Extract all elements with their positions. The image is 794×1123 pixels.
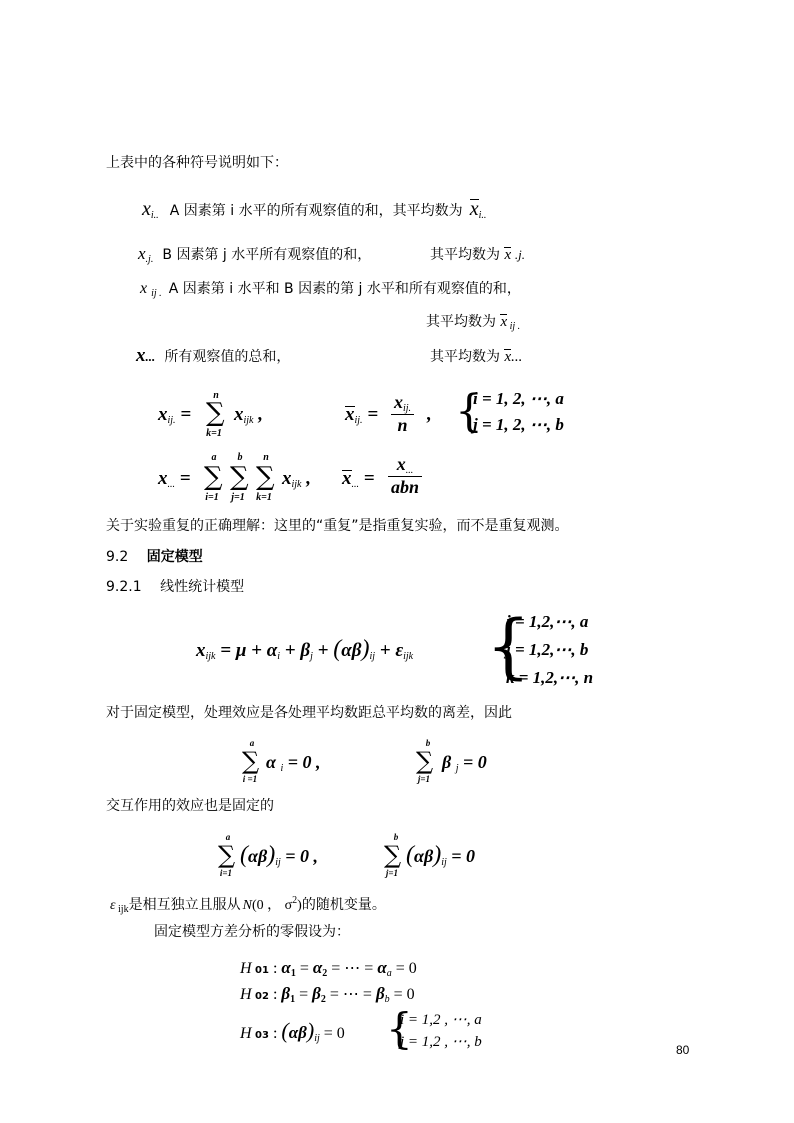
def-xij-text: A 因素第 i 水平和 B 因素的第 j 水平和所有观察值的和， (168, 281, 521, 297)
formula-xij-sum: $x_{ij.}$ = n ∑ k=1 $x_{ijk}$ , (158, 390, 263, 439)
formula-index-range-1: { i = 1, 2, ⋯, a j = 1, 2, ⋯, b (455, 386, 564, 437)
def-xij-mean (426, 313, 520, 336)
page-number: 80 (676, 1043, 690, 1057)
subsection-heading (106, 578, 244, 596)
def-xi-row (142, 198, 486, 220)
hypothesis-h03: H 03 : $(\alpha\beta)_{ij} = 0$ (240, 1018, 345, 1044)
def-xj-row (138, 244, 371, 265)
hypothesis-h02: H 02 : $\beta_1 = \beta_2$ = ⋯ = $\beta_b = 0$ (240, 984, 415, 1005)
formula-sum-ab-j: b ∑ j=1 $(\alpha\beta)_{ij} = 0$ (384, 832, 476, 878)
formula-xij-mean: $x_{ij.}$ = $x_{ij.}$ n , (345, 392, 432, 435)
formula-linear-model: $x_{ijk} = \mu + \alpha_i + \beta_j + (\alpha\beta)_{ij} + \varepsilon_{ijk}$ (196, 636, 414, 662)
symbol-xall: x... (136, 345, 156, 366)
error-dist-tail: 的随机变量。 (301, 897, 386, 913)
symbol-xi: $x_{i..}$ (142, 198, 159, 221)
error-term-text (110, 892, 386, 919)
subsection-number: 9.2.1 (106, 579, 142, 595)
formula-xall-mean: $x_{...}$ = $x_{...}$ abn (342, 454, 452, 510)
def-xj-mean (430, 246, 525, 264)
note-replication: 关于实验重复的正确理解：这里的“重复”是指重复实验，而不是重复观测。 (106, 518, 569, 534)
symbol-normal-dist: N (242, 898, 252, 913)
formula-index-range-3: { i = 1,2 , ⋯, a j = 1,2 , ⋯, b (386, 1004, 482, 1053)
symbol-xj-mean: x .j. (504, 247, 525, 263)
def-xi-text: A 因素第 i 水平的所有观察值的和，其平均数为 (169, 203, 463, 219)
symbol-xij-mean: x $_{ij .}$ (500, 314, 521, 332)
fixed-effect-text: 对于固定模型，处理效应是各处理平均数距总平均数的离差，因此 (106, 705, 512, 721)
def-xall-text: 所有观察值的总和， (164, 349, 291, 365)
formula-sum-alpha: a ∑ i =1 α $_i$ = 0 , (242, 738, 321, 784)
section-number: 9.2 (106, 549, 129, 565)
def-xall-mean-label: 其平均数为 (430, 349, 500, 365)
formula-xall-sum: $x_{...}$ = a ∑ i=1 b ∑ j=1 n ∑ k=1 $x_{ijk}$ , (158, 452, 311, 503)
def-xj-text: B 因素第 j 水平所有观察值的和， (162, 247, 372, 263)
formula-sum-ab-i: a ∑ i=1 $(\alpha\beta)_{ij} = 0$ , (218, 832, 319, 878)
formula-index-range-2: { i = 1,2,⋯, a j = 1,2,⋯, b k = 1,2,⋯, n (486, 605, 594, 687)
hypothesis-h01: H 01 : $\alpha_1 = \alpha_2$ = ⋯ = $\alpha_a = 0$ (240, 958, 417, 979)
def-xij-row (140, 278, 521, 299)
symbol-xij: x $_{ij .}$ (140, 280, 162, 299)
error-text: 是相互独立且服从 (128, 897, 241, 913)
def-xj-mean-label: 其平均数为 (430, 247, 500, 263)
section-heading (106, 548, 203, 566)
dist-params: (0 ， $\sigma^2$) (251, 895, 302, 913)
interaction-text: 交互作用的效应也是固定的 (106, 798, 274, 814)
def-xall-row (136, 345, 290, 367)
symbol-epsilon: ε $_{ijk}$ (110, 898, 129, 915)
symbol-xi-mean: $x_{i..}$ (469, 198, 487, 221)
section-title: 固定模型 (146, 549, 203, 565)
null-hypothesis-text: 固定模型方差分析的零假设为： (154, 924, 350, 940)
formula-sum-beta: b ∑ j=1 β $_j$ = 0 (416, 738, 487, 784)
symbol-xj: $x_{.j.}$ (138, 244, 154, 265)
subsection-title: 线性统计模型 (160, 579, 245, 595)
def-xij-mean-label: 其平均数为 (426, 314, 496, 330)
def-xall-mean (430, 348, 522, 366)
intro-text: 上表中的各种符号说明如下： (106, 155, 288, 171)
symbol-xall-mean: x... (504, 349, 523, 365)
